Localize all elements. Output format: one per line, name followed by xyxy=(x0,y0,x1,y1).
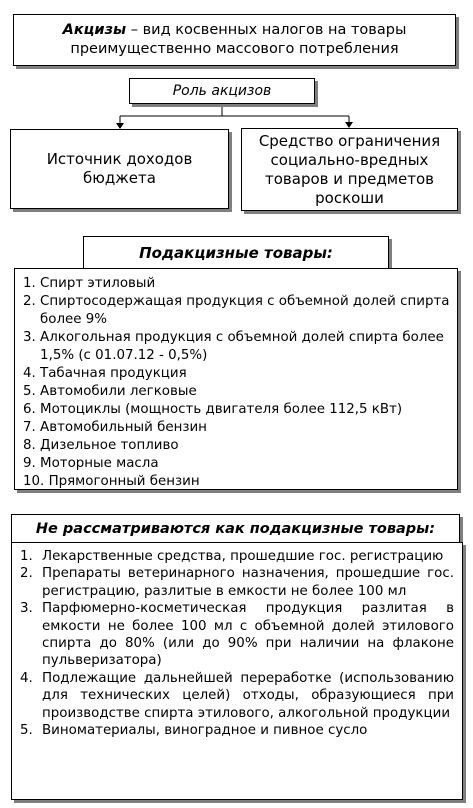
restriction-line1: Средство ограничения xyxy=(258,131,441,150)
item-number: 5. xyxy=(20,723,33,739)
item-text: Моторные масла xyxy=(40,456,159,471)
item-text: Спиртосодержащая продукция с объемной долей спирта более 9% xyxy=(40,294,450,327)
item-text: Мотоциклы (мощность двигателя более 112,5 кВт) xyxy=(40,402,403,417)
definition-box xyxy=(13,14,456,66)
role-title: Роль акцизов xyxy=(172,83,272,99)
item-number: 9. xyxy=(23,456,41,471)
item-text: Подлежащие дальнейшей переработке (использованию для технических целей) отходы, образующиеся при производстве спирта этилового, алкогольной продукции xyxy=(42,670,454,721)
item-number: 4. xyxy=(20,670,33,686)
list-item xyxy=(23,419,451,437)
list-item xyxy=(23,329,451,365)
restriction-line3: товаров и предметов xyxy=(265,169,434,188)
item-text: Автомобили легковые xyxy=(40,384,197,399)
list-item xyxy=(23,455,451,473)
definition-text: – вид косвенных налогов на товары xyxy=(126,22,407,38)
item-number: 10. xyxy=(23,474,49,489)
restriction-line2: социально-вредных xyxy=(270,150,429,169)
list-item xyxy=(20,722,454,739)
list-item xyxy=(20,670,454,722)
budget-source-box xyxy=(10,129,229,209)
restriction-box xyxy=(241,128,458,211)
excisable-goods-header xyxy=(83,236,389,269)
item-number: 8. xyxy=(23,438,41,453)
item-number: 2. xyxy=(23,294,41,309)
item-number: 1. xyxy=(20,549,33,564)
item-number: 3. xyxy=(23,330,41,345)
item-number: 1. xyxy=(23,276,41,291)
non-excisable-header xyxy=(11,514,460,543)
list-item xyxy=(23,275,451,293)
list-item xyxy=(23,365,451,383)
item-text: Парфюмерно-косметическая продукция разлитая в емкости не более 100 мл с объемной долей этилового спирта до 80% (или до 90% при наличии на флаконе пульверизатора) xyxy=(42,601,454,669)
item-text: Спирт этиловый xyxy=(40,276,156,291)
item-number: 4. xyxy=(23,366,41,381)
item-text: Препараты ветеринарного назначения, прошедшие гос. регистрацию, разлитые в емкости не более 100 мл xyxy=(42,566,454,599)
non-excisable-title: Не рассматриваются как подакцизные товары: xyxy=(35,520,436,537)
list-item xyxy=(23,401,451,419)
definition-term: Акцизы xyxy=(62,22,127,38)
role-box xyxy=(129,78,315,104)
excisable-goods-title: Подакцизные товары: xyxy=(139,243,333,262)
budget-source-line2: бюджета xyxy=(83,169,156,187)
item-number: 6. xyxy=(23,402,41,417)
item-text: Автомобильный бензин xyxy=(40,420,207,435)
excisable-goods-list xyxy=(14,268,458,490)
item-text: Табачная продукция xyxy=(40,366,187,381)
definition-line2: преимущественно массового потребления xyxy=(70,41,399,57)
non-excisable-list xyxy=(11,542,463,800)
budget-source-line1: Источник доходов xyxy=(46,150,193,168)
item-text: Дизельное топливо xyxy=(40,438,179,453)
item-text: Алкогольная продукция с объемной долей спирта более 1,5% (с 01.07.12 - 0,5%) xyxy=(40,330,444,363)
list-item xyxy=(23,383,451,401)
item-text: Прямогонный бензин xyxy=(48,474,200,489)
list-item xyxy=(20,548,454,565)
restriction-line4: роскоши xyxy=(315,188,384,207)
item-number: 3. xyxy=(20,601,33,617)
item-text: Виноматериалы, виноградное и пивное сусло xyxy=(42,723,368,739)
item-number: 2. xyxy=(20,566,33,582)
list-item xyxy=(20,600,454,670)
list-item xyxy=(23,437,451,455)
item-number: 7. xyxy=(23,420,41,435)
definition-line1 xyxy=(63,21,407,40)
list-item xyxy=(23,293,451,329)
list-item xyxy=(23,473,451,491)
item-number: 5. xyxy=(23,384,41,399)
list-item xyxy=(20,565,454,600)
item-text: Лекарственные средства, прошедшие гос. регистрацию xyxy=(42,549,444,564)
